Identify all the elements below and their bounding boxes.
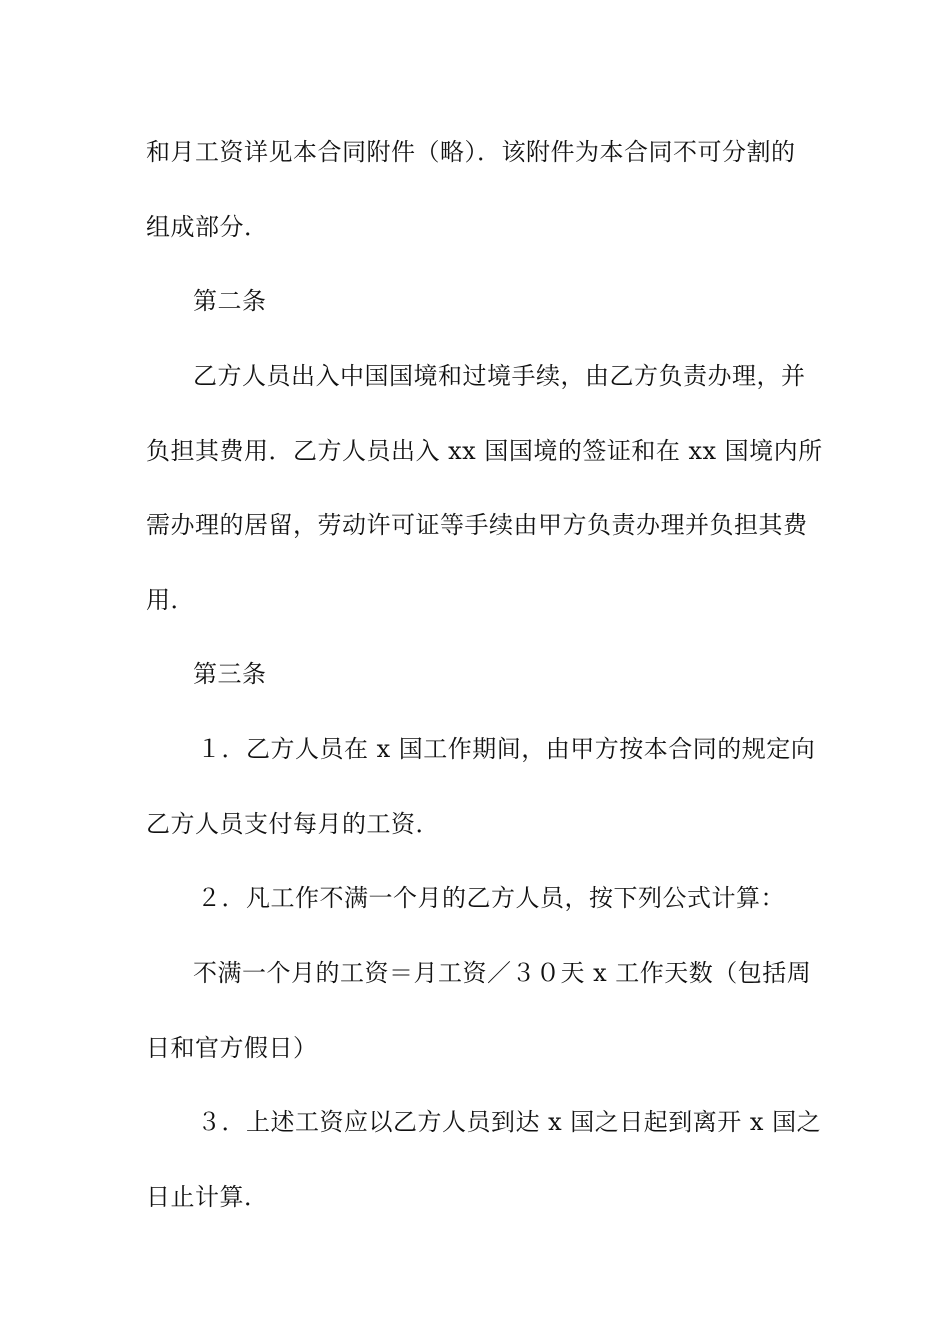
paragraph-line: 负担其费用．乙方人员出入 xx 国国境的签证和在 xx 国境内所 <box>146 437 823 465</box>
formula-line: 不满一个月的工资＝月工资／３０天 x 工作天数（包括周 <box>193 959 812 987</box>
paragraph-line: 和月工资详见本合同附件（略）．该附件为本合同不可分割的 <box>146 138 796 166</box>
list-item-line: ３．上述工资应以乙方人员到达 x 国之日起到离开 x 国之 <box>197 1108 822 1136</box>
paragraph-line: 乙方人员出入中国国境和过境手续，由乙方负责办理，并 <box>193 362 806 390</box>
article-heading: 第三条 <box>193 660 267 688</box>
paragraph-line: 组成部分． <box>146 213 269 241</box>
paragraph-line: 乙方人员支付每月的工资． <box>146 810 440 838</box>
list-item-line: １．乙方人员在 x 国工作期间，由甲方按本合同的规定向 <box>197 735 816 763</box>
article-heading: 第二条 <box>193 287 267 315</box>
list-item-line: ２．凡工作不满一个月的乙方人员，按下列公式计算： <box>197 884 785 912</box>
paragraph-line: 日止计算． <box>146 1183 269 1211</box>
paragraph-line: 用． <box>146 586 195 614</box>
paragraph-line: 日和官方假日） <box>146 1034 318 1062</box>
paragraph-line: 需办理的居留，劳动许可证等手续由甲方负责办理并负担其费 <box>146 511 808 539</box>
